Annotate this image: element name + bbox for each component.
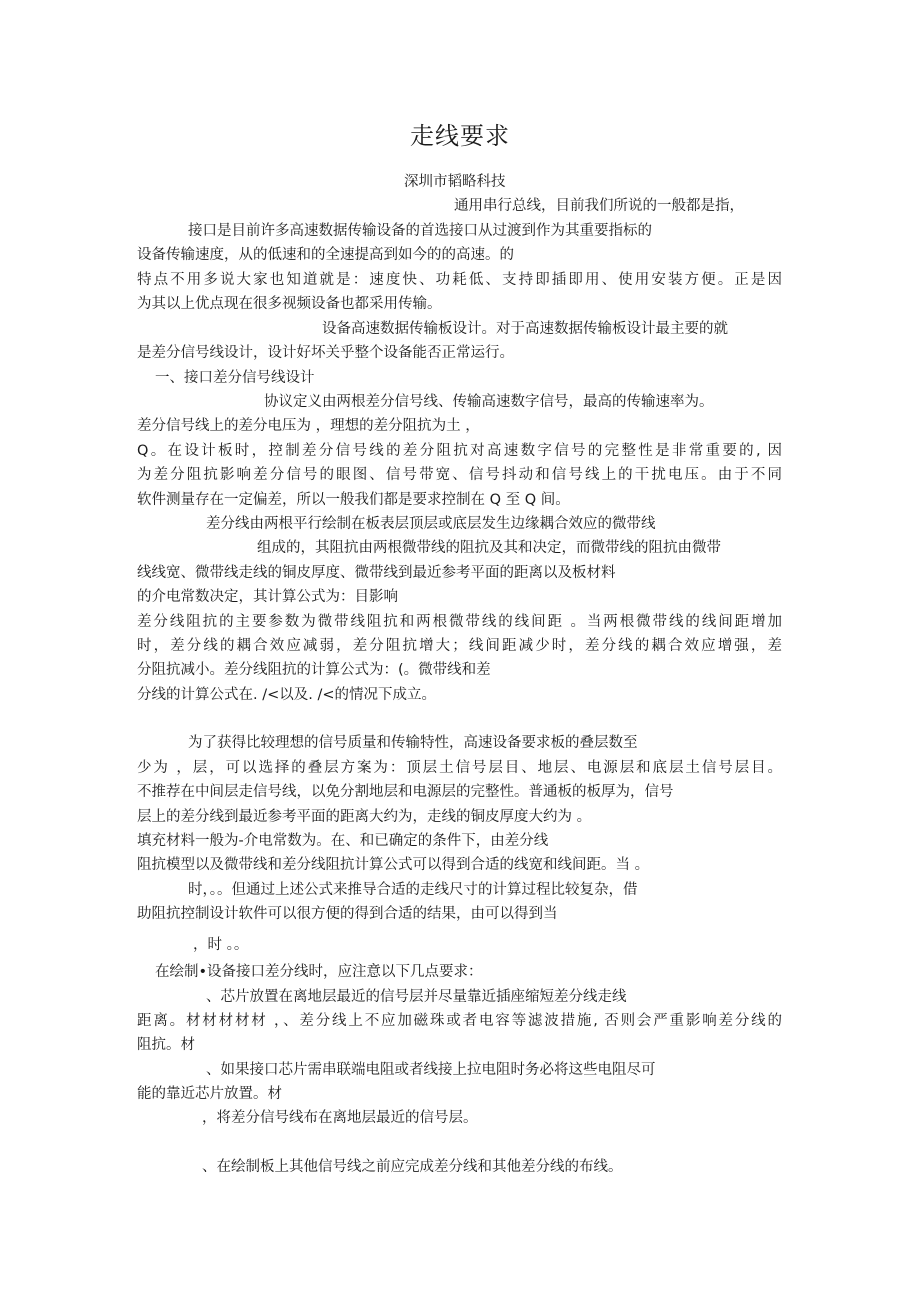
paragraph-line: 时，差分线的耦合效应减弱，差分阻抗增大；线间距减少时，差分线的耦合效应增强，差 (137, 638, 782, 654)
paragraph-line: 助阻抗控制设计软件可以很方便的得到合适的结果，由可以得到当 (137, 906, 558, 922)
list-item: 、如果接口芯片需串联端电阻或者线接上拉电阻时务必将这些电阻尽可 (206, 1062, 656, 1078)
document-title: 走线要求 (410, 122, 510, 150)
paragraph-line: 差分信号线上的差分电压为 ，理想的差分阻抗为土 ， (137, 418, 480, 434)
paragraph-line: 接口是目前许多高速数据传输设备的首选接口从过渡到作为其重要指标的 (188, 223, 652, 239)
paragraph-line: 为其以上优点现在很多视频设备也都采用传输。 (137, 296, 442, 312)
list-item: ，将差分信号线布在离地层最近的信号层。 (202, 1110, 478, 1126)
paragraph-line: 设备高速数据传输板设计。对于高速数据传输板设计最主要的就 (322, 321, 728, 337)
paragraph-line: 设备传输速度，从的低速和的全速提高到如今的的高速。的 (137, 247, 514, 263)
paragraph-line: Q。在设计板时，控制差分信号线的差分阻抗对高速数字信号的完整性是非常重要的, 因 (137, 443, 782, 459)
list-item: 阻抗。材 (137, 1037, 195, 1053)
paragraph-line: 分线的计算公式在. /<以及. /<的情况下成立。 (137, 687, 437, 703)
list-item: 能的靠近芯片放置。材 (137, 1086, 282, 1102)
paragraph-line: 差分线阻抗的主要参数为微带线阻抗和两根微带线的线间距 。当两根微带线的线间距增加 (137, 614, 782, 630)
paragraph-line: 线线宽、微带线走线的铜皮厚度、微带线到最近参考平面的距离以及板材料 (137, 565, 616, 581)
paragraph-line: 软件测量存在一定偏差，所以一般我们都是要求控制在 Q 至 Q 间。 (137, 492, 570, 508)
paragraph-line: 填充材料一般为-介电常数为。在、和已确定的条件下，由差分线 (137, 833, 549, 849)
paragraph-line: 是差分信号线设计，设计好坏关乎整个设备能否正常运行。 (137, 345, 514, 361)
list-item: 、芯片放置在离地层最近的信号层并尽量靠近插座缩短差分线走线 (206, 989, 627, 1005)
company-name: 深圳市韬略科技 (404, 174, 506, 190)
list-item: 、在绘制板上其他信号线之前应完成差分线和其他差分线的布线。 (202, 1159, 623, 1175)
paragraph-line: 差分线由两根平行绘制在板表层顶层或底层发生边缘耦合效应的微带线 (206, 516, 656, 532)
paragraph-line: ，时 。。 (193, 937, 249, 953)
paragraph-line: 层上的差分线到最近参考平面的距离大约为，走线的铜皮厚度大约为 。 (137, 809, 592, 825)
paragraph-line: 的介电常数决定，其计算公式为：目影响 (137, 589, 398, 605)
paragraph-line: 阻抗模型以及微带线和差分线阻抗计算公式可以得到合适的线宽和线间距。当 。 (137, 857, 650, 873)
paragraph-line: 协议定义由两根差分信号线、传输高速数字信号，最高的传输速率为。 (264, 394, 714, 410)
section-heading: 一、接口差分信号线设计 (155, 370, 315, 386)
paragraph-line: 组成的，其阻抗由两根微带线的阻抗及其和决定，而微带线的阻抗由微带 (257, 540, 721, 556)
paragraph-line: 时，。。但通过上述公式来推导合适的走线尺寸的计算过程比较复杂，借 (188, 882, 638, 898)
list-item: 距离。材材材材材 ，、差分线上不应加磁珠或者电容等滤波措施, 否则会严重影响差分线的 (137, 1013, 782, 1029)
list-intro: 在绘制•设备接口差分线时，应注意以下几点要求： (155, 964, 483, 980)
paragraph-line: 少为 ，层，可以选择的叠层方案为：顶层土信号层目、地层、电源层和底层土信号层目。 (137, 760, 782, 776)
paragraph-line: 为差分阻抗影响差分信号的眼图、信号带宽、信号抖动和信号线上的干扰电压。由于不同 (137, 467, 782, 483)
paragraph-line: 特点不用多说大家也知道就是：速度快、功耗低、支持即插即用、使用安装方便。正是因 (137, 272, 782, 288)
paragraph-line: 为了获得比较理想的信号质量和传输特性，高速设备要求板的叠层数至 (188, 735, 638, 751)
paragraph-line: 通用串行总线，目前我们所说的一般都是指， (454, 198, 744, 214)
paragraph-line: 不推荐在中间层走信号线，以免分割地层和电源层的完整性。普通板的板厚为，信号 (137, 784, 674, 800)
paragraph-line: 分阻抗减小。差分线阻抗的计算公式为：(。微带线和差 (137, 662, 491, 678)
